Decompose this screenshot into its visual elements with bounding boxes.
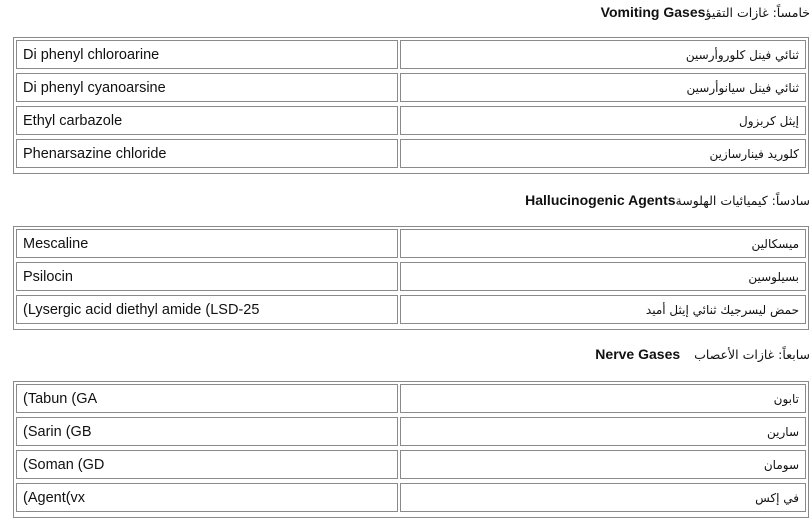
english-name-cell: Phenarsazine chloride bbox=[16, 139, 398, 168]
arabic-name-text: سارين bbox=[767, 424, 799, 439]
table-row bbox=[14, 137, 808, 170]
arabic-name-cell bbox=[400, 229, 806, 258]
english-name-cell: Di phenyl chloroarine bbox=[16, 40, 398, 69]
arabic-name-text: في إكس bbox=[755, 490, 799, 505]
section-heading-en: Nerve Gases bbox=[595, 346, 681, 362]
table-row bbox=[14, 104, 808, 137]
arabic-name-cell bbox=[400, 262, 806, 291]
arabic-name-cell bbox=[400, 417, 806, 446]
arabic-name-cell bbox=[400, 106, 806, 135]
arabic-name-cell bbox=[400, 483, 806, 512]
english-name-cell: (Lysergic acid diethyl amide (LSD-25 bbox=[16, 295, 398, 324]
table-row bbox=[14, 293, 808, 326]
arabic-name-text: سومان bbox=[763, 457, 799, 472]
section-heading-ar: سادساً: كيميائيات الهلوسة bbox=[675, 193, 810, 208]
section-heading-hallucinogenic-agents bbox=[525, 191, 810, 210]
section-heading-ar: سابعاً: غازات الأعصاب bbox=[694, 347, 810, 362]
arabic-name-text: ثنائي فينل كلوروأرسين bbox=[685, 47, 799, 62]
nerve-gases-table bbox=[13, 381, 809, 518]
arabic-name-text: ثنائي فينل سيانوأرسين bbox=[686, 80, 799, 95]
english-name-cell: Psilocin bbox=[16, 262, 398, 291]
table-row bbox=[14, 448, 808, 481]
section-heading-en: Hallucinogenic Agents bbox=[525, 192, 676, 208]
english-name-cell: (Sarin (GB bbox=[16, 417, 398, 446]
arabic-name-text: حمض ليسرجيك ثنائي إيثل أميد bbox=[645, 302, 799, 317]
arabic-name-text: ميسكالين bbox=[751, 236, 799, 251]
table-row bbox=[14, 71, 808, 104]
arabic-name-text: كلوريد فينارسازين bbox=[709, 146, 799, 161]
table-row bbox=[14, 38, 808, 71]
section-heading-vomiting-gases bbox=[601, 3, 810, 22]
arabic-name-text: تابون bbox=[773, 391, 799, 406]
arabic-name-cell bbox=[400, 384, 806, 413]
arabic-name-cell bbox=[400, 139, 806, 168]
table-row bbox=[14, 481, 808, 514]
section-heading-en: Vomiting Gases bbox=[600, 4, 706, 20]
section-heading-ar: خامساً: غازات التقيؤ bbox=[705, 5, 810, 20]
english-name-cell: Mescaline bbox=[16, 229, 398, 258]
hallucinogenic-agents-table bbox=[13, 226, 809, 330]
arabic-name-cell bbox=[400, 73, 806, 102]
english-name-cell: Ethyl carbazole bbox=[16, 106, 398, 135]
english-name-cell: (Tabun (GA bbox=[16, 384, 398, 413]
arabic-name-text: بسيلوسين bbox=[748, 269, 799, 284]
table-row bbox=[14, 415, 808, 448]
vomiting-gases-table bbox=[13, 37, 809, 174]
english-name-cell: (Soman (GD bbox=[16, 450, 398, 479]
arabic-name-cell bbox=[400, 295, 806, 324]
table-row bbox=[14, 382, 808, 415]
english-name-cell: (Agent(vx bbox=[16, 483, 398, 512]
english-name-cell: Di phenyl cyanoarsine bbox=[16, 73, 398, 102]
arabic-name-text: إيثل كربزول bbox=[738, 113, 799, 128]
table-row bbox=[14, 260, 808, 293]
arabic-name-cell bbox=[400, 450, 806, 479]
section-heading-nerve-gases bbox=[595, 345, 810, 364]
arabic-name-cell bbox=[400, 40, 806, 69]
table-row bbox=[14, 227, 808, 260]
